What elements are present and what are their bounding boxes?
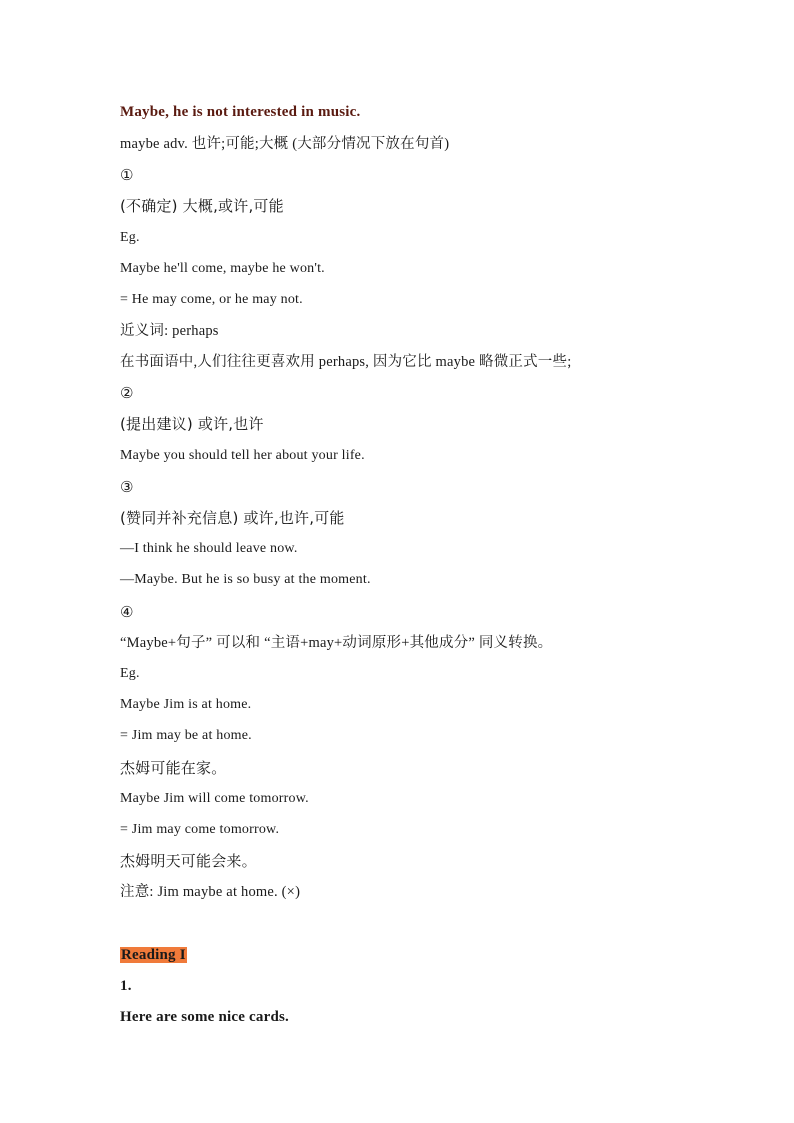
conversion-rule: “Maybe+句子” 可以和 “主语+may+动词原形+其他成分” 同义转换。	[120, 635, 553, 651]
document-page	[120, 0, 720, 1123]
usage-1-heading: (不确定) 大概,或许,可能	[120, 197, 284, 215]
example-sentence: Maybe he'll come, maybe he won't.	[120, 261, 325, 276]
item-sentence: Here are some nice cards.	[120, 1009, 289, 1025]
usage-marker-3: ③	[120, 478, 134, 496]
dialogue-line: —Maybe. But he is so busy at the moment.	[120, 572, 371, 587]
example-translation: 杰姆可能在家。	[120, 759, 227, 777]
usage-3-heading: (赞同并补充信息) 或许,也许,可能	[120, 509, 345, 527]
example-equivalent: = Jim may be at home.	[120, 728, 252, 743]
example-sentence: Maybe you should tell her about your life.	[120, 448, 365, 463]
usage-2-heading: (提出建议) 或许,也许	[120, 415, 264, 433]
example-label: Eg.	[120, 666, 140, 681]
usage-marker-2: ②	[120, 384, 134, 402]
example-sentence: Maybe Jim will come tomorrow.	[120, 791, 309, 806]
synonym-line: 近义词: perhaps	[120, 323, 219, 339]
example-sentence-title: Maybe, he is not interested in music.	[120, 104, 361, 120]
dialogue-line: —I think he should leave now.	[120, 541, 298, 556]
warning-note: 注意: Jim maybe at home. (×)	[120, 884, 301, 900]
usage-marker-4: ④	[120, 603, 134, 621]
item-number: 1.	[120, 978, 132, 994]
section-heading-highlight: Reading I	[121, 947, 186, 963]
example-equivalent: = He may come, or he may not.	[120, 292, 303, 307]
usage-note: 在书面语中,人们往往更喜欢用 perhaps, 因为它比 maybe 略微正式一些;	[120, 354, 572, 370]
example-sentence: Maybe Jim is at home.	[120, 697, 252, 712]
definition-line: maybe adv. 也许;可能;大概 (大部分情况下放在句首)	[120, 136, 450, 152]
example-label: Eg.	[120, 230, 140, 245]
usage-marker-1: ①	[120, 166, 134, 184]
example-equivalent: = Jim may come tomorrow.	[120, 822, 280, 837]
section-heading	[120, 946, 187, 964]
example-translation: 杰姆明天可能会来。	[120, 852, 257, 870]
